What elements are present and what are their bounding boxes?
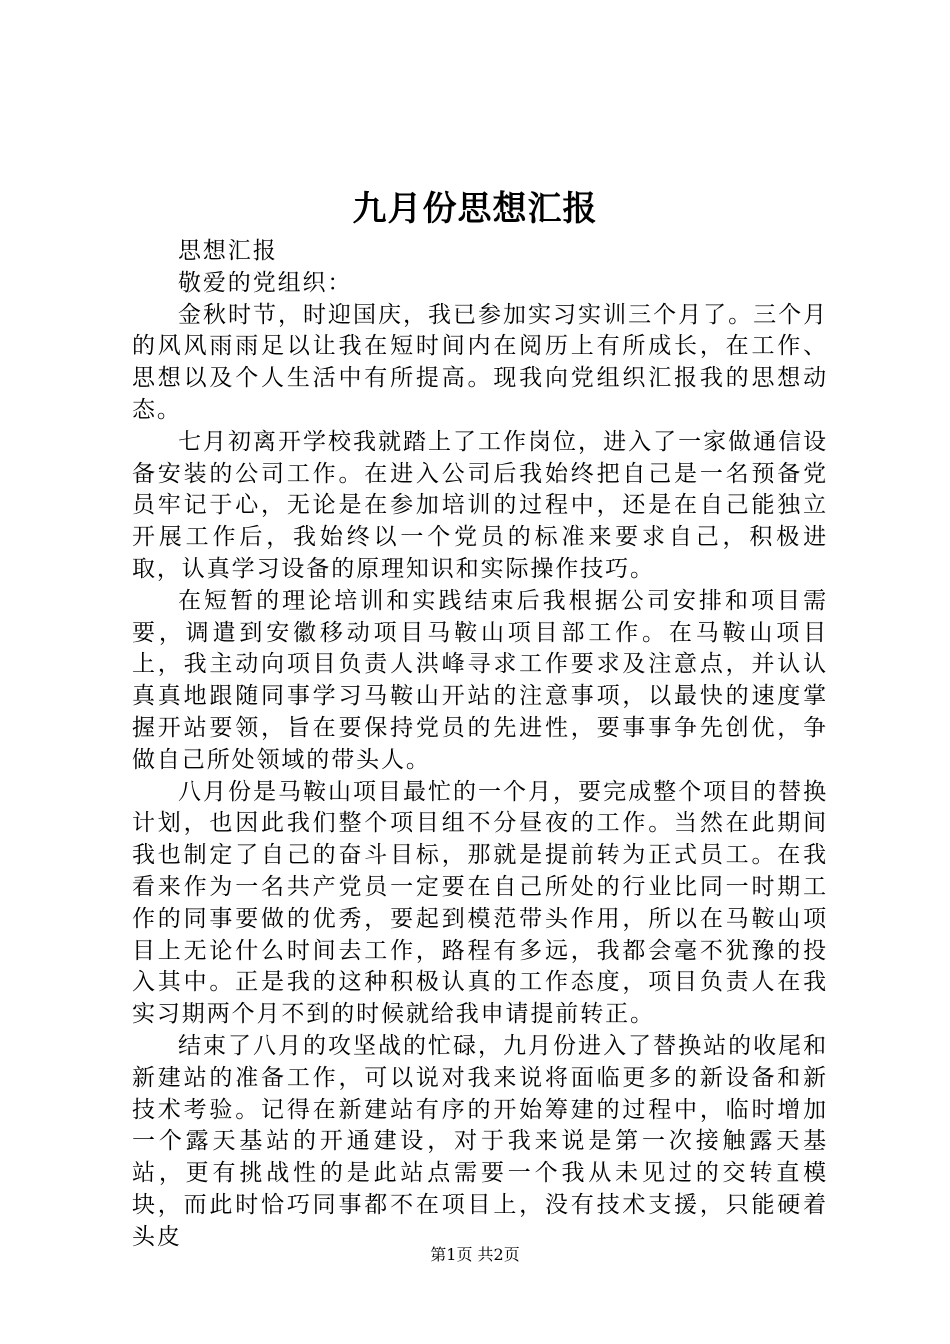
paragraph: 结束了八月的攻坚战的忙碌，九月份进入了替换站的收尾和新建站的准备工作，可以说对我来说将面临更多的新设备和新技术考验。记得在新建站有序的开始筹建的过程中，临时增加一个露天基站的开通建设，对于我来说是第一次接触露天基站，更有挑战性的是此站点需要一个我从未见过的交转直模块，而此时恰巧同事都不在项目上，没有技术支援，只能硬着头皮 — [132, 1032, 828, 1250]
paragraph: 七月初离开学校我就踏上了工作岗位，进入了一家做通信设备安装的公司工作。在进入公司后我始终把自己是一名预备党员牢记于心，无论是在参加培训的过程中，还是在自己能独立开展工作后，我始终以一个党员的标准来要求自己，积极进取，认真学习设备的原理知识和实际操作技巧。 — [132, 428, 828, 582]
paragraph: 八月份是马鞍山项目最忙的一个月，要完成整个项目的替换计划，也因此我们整个项目组不分昼夜的工作。当然在此期间我也制定了自己的奋斗目标，那就是提前转为正式员工。在我看来作为一名共产党员一定要在自己所处的行业比同一时期工作的同事要做的优秀，要起到模范带头作用，所以在马鞍山项目上无论什么时间去工作，路程有多远，我都会毫不犹豫的投入其中。正是我的这种积极认真的工作态度，项目负责人在我实习期两个月不到的时候就给我申请提前转正。 — [132, 778, 828, 1028]
paragraph: 金秋时节，时迎国庆，我已参加实习实训三个月了。三个月的风风雨雨足以让我在短时间内在阅历上有所成长，在工作、思想以及个人生活中有所提高。现我向党组织汇报我的思想动态。 — [132, 301, 828, 423]
paragraph-salutation: 敬爱的党组织： — [178, 269, 353, 296]
page-number-footer: 第1页 共2页 — [430, 1245, 520, 1264]
document-title: 九月份思想汇报 — [352, 189, 598, 229]
paragraph-heading: 思想汇报 — [178, 238, 278, 264]
document-body — [132, 236, 828, 1254]
paragraph: 在短暂的理论培训和实践结束后我根据公司安排和项目需要，调遣到安徽移动项目马鞍山项目部工作。在马鞍山项目上，我主动向项目负责人洪峰寻求工作要求及注意点，并认认真真地跟随同事学习马鞍山开站的注意事项，以最快的速度掌握开站要领，旨在要保持党员的先进性，要事事争先创优，争做自己所处领域的带头人。 — [132, 587, 828, 773]
